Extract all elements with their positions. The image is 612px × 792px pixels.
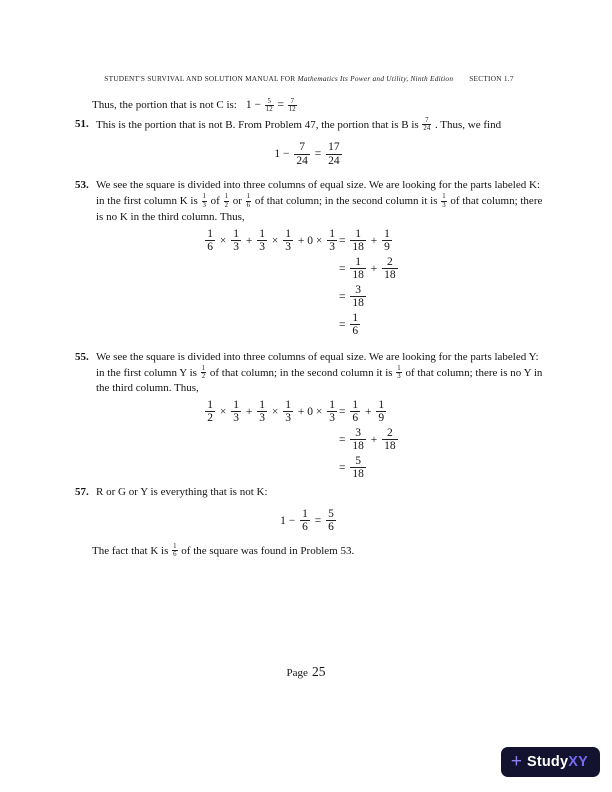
fraction-numerator: 1 (224, 193, 228, 201)
brand-name-accent: XY (568, 754, 588, 770)
equation-rhs (339, 228, 394, 254)
fraction-denominator: 18 (384, 269, 396, 281)
fraction (205, 228, 215, 254)
fraction-denominator: 3 (202, 201, 206, 209)
fraction-denominator: 6 (246, 201, 251, 209)
fraction (350, 228, 366, 254)
fraction-denominator: 3 (397, 372, 401, 380)
fraction-denominator: 6 (207, 241, 214, 253)
fraction-numerator: 1 (442, 193, 446, 201)
text-run: = (339, 234, 349, 247)
fraction-denominator: 24 (296, 154, 308, 167)
problem-51 (75, 117, 543, 133)
text-run: . Thus, we find (432, 119, 502, 132)
text-run: + (367, 262, 381, 275)
text-run: + (367, 234, 381, 247)
fraction-numerator: 1 (355, 227, 361, 240)
book-title: Mathematics Its Power and Utility, Ninth Edition (297, 74, 454, 83)
equation-rhs (339, 399, 388, 425)
equation-row (117, 311, 543, 339)
fraction-denominator: 3 (285, 412, 292, 425)
equation-row (117, 227, 543, 255)
text-run: The fact that K is (92, 544, 172, 557)
problem-body (96, 350, 543, 396)
equation-row (117, 454, 543, 482)
fraction-numerator: 7 (290, 98, 294, 105)
equation-block-53 (117, 227, 543, 339)
text-run: of (207, 195, 223, 208)
fraction (350, 427, 366, 453)
fraction-numerator: 3 (355, 283, 361, 296)
text-run: of that column; in the second column it is (252, 195, 441, 208)
fraction (350, 256, 366, 282)
fraction-denominator: 3 (233, 412, 240, 425)
fraction-numerator: 1 (352, 311, 359, 324)
fraction-numerator: 1 (207, 227, 214, 240)
text-run: = (274, 99, 287, 112)
text-run: of that column; in the second column it is (207, 366, 396, 379)
running-header (75, 74, 543, 83)
problem-body (96, 485, 543, 500)
fraction-numerator: 7 (425, 117, 429, 125)
fraction (422, 117, 431, 132)
fraction (257, 399, 267, 425)
fraction-denominator: 2 (224, 201, 228, 209)
fraction (205, 399, 215, 425)
fraction (326, 508, 336, 534)
equation-row (117, 398, 543, 426)
fraction-numerator: 1 (329, 398, 335, 411)
fraction (246, 193, 251, 208)
problem-number: 55. (75, 350, 89, 363)
fraction-denominator: 18 (352, 440, 364, 453)
fraction-numerator: 1 (352, 398, 359, 411)
fraction-denominator: 3 (233, 241, 240, 253)
fraction-numerator: 1 (202, 193, 206, 201)
fraction-numerator: 1 (285, 227, 292, 240)
intro-text: Thus, the portion that is not C is: (92, 99, 237, 112)
fraction-denominator: 2 (207, 412, 214, 425)
equation-rhs (339, 312, 362, 338)
fraction-numerator: 1 (246, 193, 251, 201)
equation-rhs (339, 284, 368, 310)
text-run: R or G or Y is everything that is not K: (96, 485, 268, 498)
text-run: = (339, 461, 349, 474)
equation-lhs (117, 399, 339, 425)
fraction-denominator: 3 (285, 241, 292, 253)
problem-57 (75, 485, 543, 500)
fraction-denominator: 12 (265, 106, 273, 114)
problem-number: 51. (75, 118, 89, 131)
fraction (441, 193, 446, 208)
fraction-denominator: 6 (302, 521, 308, 534)
fraction-denominator: 24 (328, 154, 340, 167)
fraction (350, 399, 360, 425)
fraction-numerator: 1 (384, 227, 390, 240)
text-run: + (367, 433, 381, 446)
fraction-numerator: 1 (329, 227, 335, 240)
problem-53 (75, 178, 543, 224)
fraction-denominator: 18 (352, 468, 364, 481)
equation-57 (75, 506, 543, 536)
problem-body (96, 178, 543, 224)
fraction-numerator: 3 (355, 426, 361, 439)
fraction-numerator: 1 (233, 398, 240, 411)
fraction-denominator: 6 (328, 521, 334, 534)
fraction (231, 399, 241, 425)
fraction (376, 399, 386, 425)
text-run: × (217, 234, 230, 247)
text-run: 1 − (245, 99, 264, 112)
footnote-paragraph (75, 543, 543, 559)
fraction (382, 427, 398, 453)
equation-row (117, 255, 543, 283)
text-run: + 0 × (295, 405, 326, 418)
fraction-denominator: 3 (442, 201, 446, 209)
text-run: + (362, 405, 375, 418)
text-run: = (311, 514, 325, 527)
fraction-numerator: 1 (259, 227, 266, 240)
fraction-denominator: 3 (329, 241, 335, 253)
fraction-numerator: 5 (355, 454, 361, 467)
text-run: = (311, 148, 325, 161)
fraction (202, 193, 207, 208)
text-run: = (339, 433, 349, 446)
text-run: = (339, 405, 349, 418)
text-run: of the square was found in Problem 53. (178, 544, 355, 557)
fraction-numerator: 1 (233, 227, 240, 240)
fraction-numerator: 1 (207, 398, 214, 411)
fraction (231, 228, 241, 254)
text-run: or (229, 195, 245, 208)
fraction-denominator: 2 (201, 372, 206, 380)
fraction (224, 193, 229, 208)
fraction-denominator: 18 (352, 269, 364, 281)
manual-title: STUDENT'S SURVIVAL AND SOLUTION MANUAL FOR (104, 74, 298, 83)
equation-row (117, 426, 543, 454)
fraction (350, 312, 360, 338)
text-run: of that column; there is no Y in the third column. Thus, (96, 366, 543, 394)
problem-body (96, 117, 543, 133)
text-run: We see the square is divided into three columns of equal size. We are looking for the parts labeled K: in the first column K is (96, 179, 540, 208)
text-run: = (339, 262, 349, 275)
fraction-numerator: 1 (259, 398, 266, 411)
fraction (294, 141, 310, 167)
equation-rhs (339, 427, 400, 453)
text-run: = (339, 318, 349, 331)
equation-51 (75, 139, 543, 169)
fraction (283, 228, 293, 254)
text-run: + (243, 234, 256, 247)
fraction-numerator: 17 (328, 141, 340, 154)
equation-row (117, 283, 543, 311)
fraction-numerator: 2 (387, 426, 393, 439)
fraction-denominator: 3 (259, 412, 266, 425)
text-run: × (217, 405, 230, 418)
fraction-denominator: 6 (352, 412, 359, 425)
equation-rhs (339, 455, 368, 481)
fraction-numerator: 1 (397, 364, 401, 372)
fraction-numerator: 5 (267, 98, 271, 105)
text-run: × (269, 405, 282, 418)
problem-number: 53. (75, 179, 89, 192)
fraction (265, 98, 274, 113)
fraction-numerator: 7 (299, 141, 305, 154)
fraction-numerator: 1 (355, 255, 361, 268)
problem-number: 57. (75, 485, 89, 498)
fraction-denominator: 18 (384, 440, 396, 453)
fraction-denominator: 18 (352, 241, 364, 253)
fraction (350, 455, 366, 481)
fraction-numerator: 1 (201, 364, 206, 372)
text-run: 1 − (274, 148, 293, 161)
equation-rhs (339, 256, 400, 282)
fraction-numerator: 1 (302, 507, 308, 520)
text-run: of that column; there is no K in the third column. Thus, (96, 195, 543, 223)
fraction (350, 284, 366, 310)
page-number: 25 (311, 664, 326, 679)
fraction (257, 228, 267, 254)
fraction-numerator: 5 (328, 507, 334, 520)
fraction-denominator: 6 (173, 550, 177, 558)
fraction-numerator: 2 (387, 255, 393, 268)
fraction (300, 508, 310, 534)
fraction-denominator: 3 (329, 412, 335, 425)
fraction (201, 365, 206, 380)
brand-name-primary: Study (526, 754, 569, 770)
intro-equation (246, 98, 298, 113)
fraction (396, 365, 401, 380)
fraction (327, 228, 337, 254)
text-run: = (339, 290, 349, 303)
text-run: This is the portion that is not B. From Problem 47, the portion that is B is (96, 119, 422, 132)
section-label: SECTION 1.7 (469, 74, 514, 83)
text-run: We see the square is divided into three columns of equal size. We are looking for the parts labeled Y: in the first column Y is (96, 350, 539, 379)
plus-icon: + (510, 750, 522, 772)
text-run: 1 − (280, 514, 299, 527)
problem-55 (75, 350, 543, 396)
fraction-denominator: 9 (384, 241, 390, 253)
fraction-denominator: 12 (288, 106, 296, 114)
studyxy-logo-badge (501, 747, 600, 777)
text-run: + (243, 405, 256, 418)
fraction-denominator: 6 (352, 325, 359, 337)
fraction (382, 228, 392, 254)
fraction (327, 399, 337, 425)
equation-block-55 (117, 398, 543, 482)
page-content (75, 74, 543, 559)
fraction-denominator: 9 (378, 412, 385, 425)
page-footer (0, 663, 612, 681)
fraction (283, 399, 293, 425)
fraction (172, 543, 177, 558)
fraction (288, 98, 297, 113)
text-run: + 0 × (295, 234, 326, 247)
fraction-numerator: 1 (378, 398, 385, 411)
equation-lhs (117, 228, 339, 254)
fraction-denominator: 18 (352, 297, 364, 309)
fraction-numerator: 1 (173, 542, 177, 550)
fraction-numerator: 1 (285, 398, 292, 411)
fraction-denominator: 3 (259, 241, 266, 253)
text-run: × (269, 234, 282, 247)
fraction-denominator: 24 (423, 125, 431, 133)
fraction (382, 256, 398, 282)
intro-paragraph (75, 98, 543, 113)
page-label: Page (286, 667, 308, 679)
fraction (326, 141, 342, 167)
